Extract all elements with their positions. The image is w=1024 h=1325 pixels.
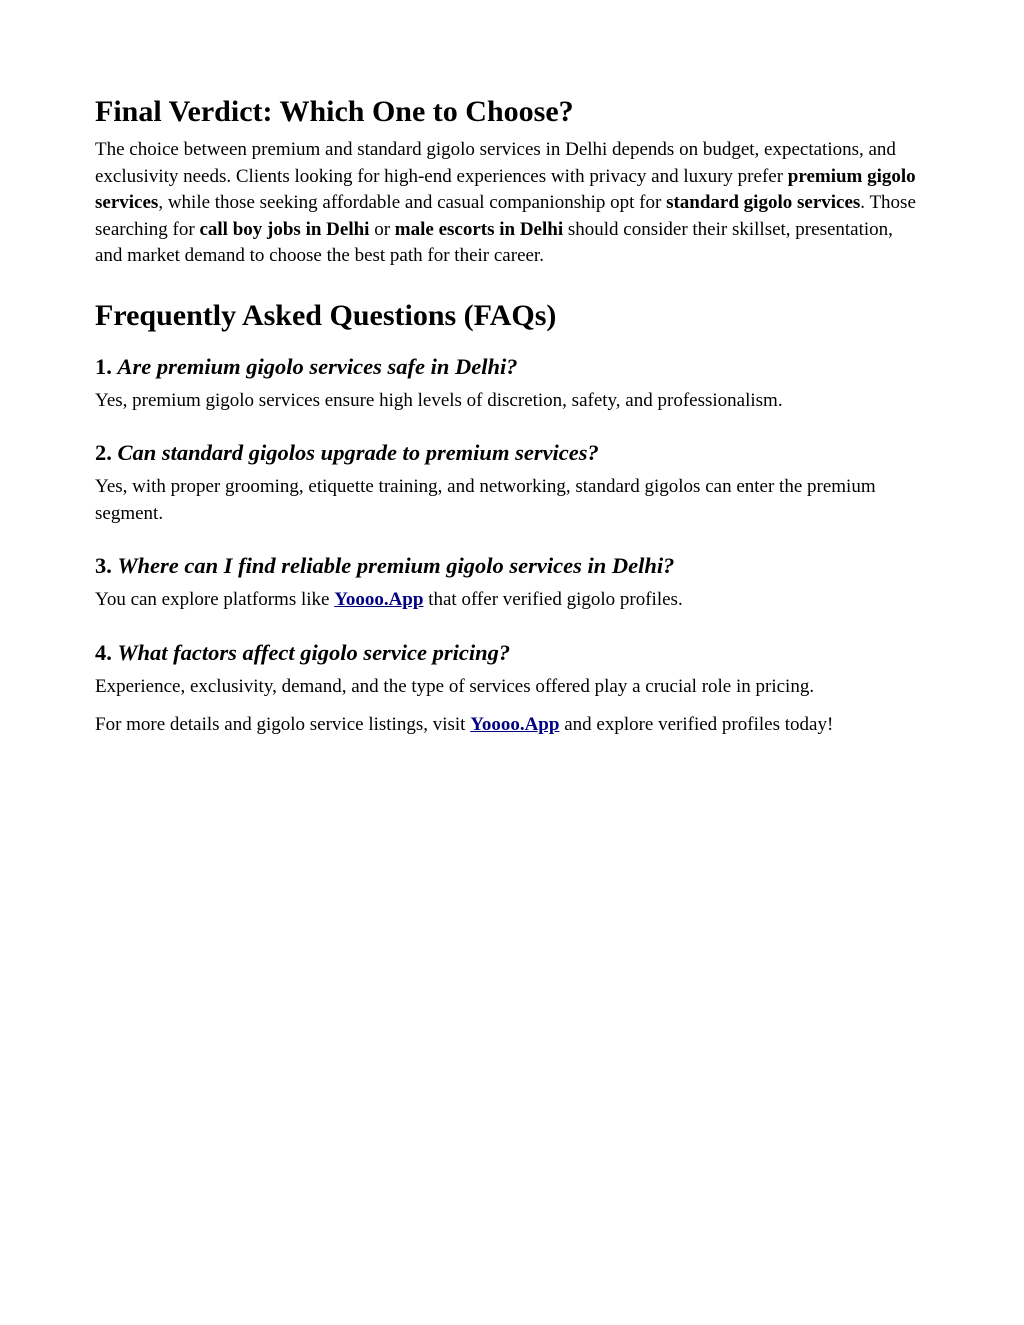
yoooo-app-link[interactable]: Yoooo.App	[334, 589, 424, 610]
faq-answer-3	[95, 587, 925, 614]
faq-number-4: 4.	[95, 639, 112, 665]
verdict-bold-escorts: male escorts in Delhi	[394, 218, 564, 240]
faq-item-2	[95, 438, 925, 527]
yoooo-app-closing-link[interactable]: Yoooo.App	[470, 714, 560, 735]
faq-item-4	[95, 638, 925, 701]
closing-text-pre: For more details and gigolo service listings, visit	[95, 714, 471, 735]
faq-question-text-4: What factors affect gigolo service pricing?	[117, 639, 511, 665]
faq-item-3	[95, 551, 925, 614]
faq-number-3: 3.	[95, 553, 112, 578]
verdict-bold-callboy: call boy jobs in Delhi	[199, 218, 370, 240]
closing-text-post: and explore verified profiles today!	[559, 714, 834, 735]
faq-answer-4: Experience, exclusivity, demand, and the type of services offered play a crucial role in pricing.	[95, 675, 815, 697]
faq-question-3	[95, 551, 925, 581]
verdict-bold-standard: standard gigolo services	[666, 192, 861, 213]
verdict-heading: Final Verdict: Which One to Choose?	[95, 95, 574, 128]
verdict-text-4: or	[369, 218, 395, 240]
faq-answer-3-pre: You can explore platforms like	[95, 589, 335, 610]
faq-number-2: 2.	[95, 440, 112, 465]
faq-answer-1: Yes, premium gigolo services ensure high levels of discretion, safety, and professionalism.	[95, 389, 783, 411]
verdict-text-1: The choice between premium and standard gigolo services in Delhi depends on budget, expectations, and exclusivity needs. Clients looking for high-end experiences with privacy and luxury prefer	[95, 139, 896, 187]
faq-answer-2: Yes, with proper grooming, etiquette training, and networking, standard gigolos can enter the premium segment.	[95, 476, 876, 524]
verdict-bold-premium: premium gigolo services	[95, 165, 916, 213]
faq-answer-3-post: that offer verified gigolo profiles.	[423, 589, 683, 610]
verdict-text-2: , while those seeking affordable and casual companionship opt for	[158, 192, 667, 213]
verdict-paragraph	[95, 137, 925, 270]
faq-question-2	[95, 438, 925, 468]
faq-item-1	[95, 352, 925, 415]
faq-number-1: 1.	[95, 353, 112, 379]
faq-question-text-2: Can standard gigolos upgrade to premium services?	[117, 440, 599, 465]
faq-heading: Frequently Asked Questions (FAQs)	[95, 298, 557, 332]
faq-question-text-1: Are premium gigolo services safe in Delhi?	[117, 353, 518, 379]
document-page	[95, 92, 925, 739]
closing-paragraph	[95, 712, 925, 739]
verdict-text-5: should consider their skillset, presentation, and market demand to choose the best path for their career.	[95, 218, 893, 266]
faq-question-1	[95, 352, 925, 382]
faq-question-4	[95, 638, 925, 668]
faq-question-text-3: Where can I find reliable premium gigolo services in Delhi?	[117, 553, 675, 578]
verdict-text-3: . Those searching for	[95, 192, 916, 240]
